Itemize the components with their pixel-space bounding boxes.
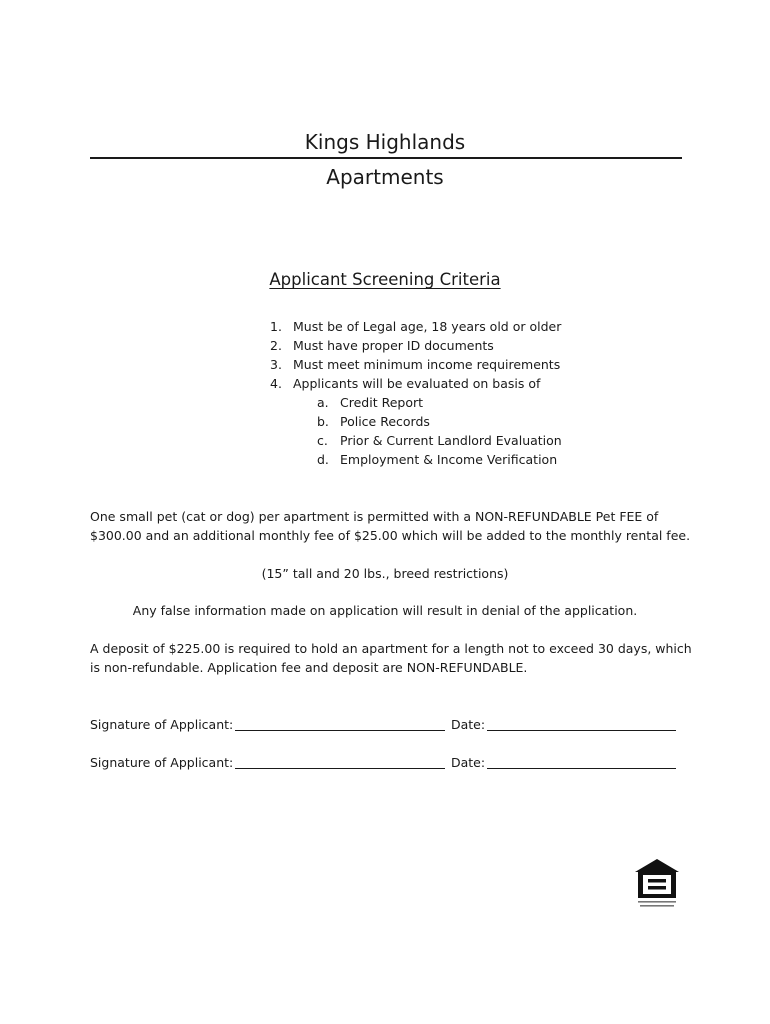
document-title-line2: Apartments [326,165,444,189]
criteria-item-text: Must be of Legal age, 18 years old or older [293,319,562,334]
pet-policy-line1: One small pet (cat or dog) per apartment is permitted with a NON-REFUNDABLE Pet FEE of [90,509,659,524]
signature-label: Signature of Applicant: [90,755,234,770]
criteria-subitem-text: Police Records [340,414,430,429]
pet-restrictions: (15” tall and 20 lbs., breed restrictions) [261,566,509,581]
criteria-subitem-letter: c. [317,433,328,448]
criteria-heading-text: Applicant Screening Criteria [269,270,501,289]
criteria-subitem-text: Credit Report [340,395,424,410]
date-field[interactable] [487,768,676,769]
signature-field[interactable] [235,768,445,769]
document-title-line1: Kings Highlands [304,130,466,154]
criteria-subitem-text: Employment & Income Verification [340,452,558,467]
criteria-subitem-letter: b. [317,414,329,429]
pet-policy-line2: $300.00 and an additional monthly fee of $25.00 which will be added to the monthly rental fee. [90,528,691,543]
signature-label: Signature of Applicant: [90,717,234,732]
criteria-item-text: Must have proper ID documents [293,338,494,353]
criteria-heading [0,268,770,292]
criteria-subitem-letter: d. [317,452,329,467]
criteria-item-text: Applicants will be evaluated on basis of [293,376,541,391]
criteria-item-number: 3. [270,357,282,372]
criteria-item-number: 4. [270,376,282,391]
title-divider [90,157,682,159]
date-label: Date: [451,717,486,732]
criteria-subitem-letter: a. [317,395,329,410]
deposit-line2: is non-refundable. Application fee and deposit are NON-REFUNDABLE. [90,660,528,675]
deposit-line1: A deposit of $225.00 is required to hold an apartment for a length not to exceed 30 days, which [90,641,692,656]
signature-field[interactable] [235,730,445,731]
criteria-item-text: Must meet minimum income requirements [293,357,561,372]
date-label: Date: [451,755,486,770]
criteria-subitem-text: Prior & Current Landlord Evaluation [340,433,562,448]
criteria-item-number: 1. [270,319,282,334]
criteria-item-number: 2. [270,338,282,353]
equal-housing-opportunity-icon [634,858,680,910]
date-field[interactable] [487,730,676,731]
false-info-notice: Any false information made on application will result in denial of the application. [132,603,638,618]
